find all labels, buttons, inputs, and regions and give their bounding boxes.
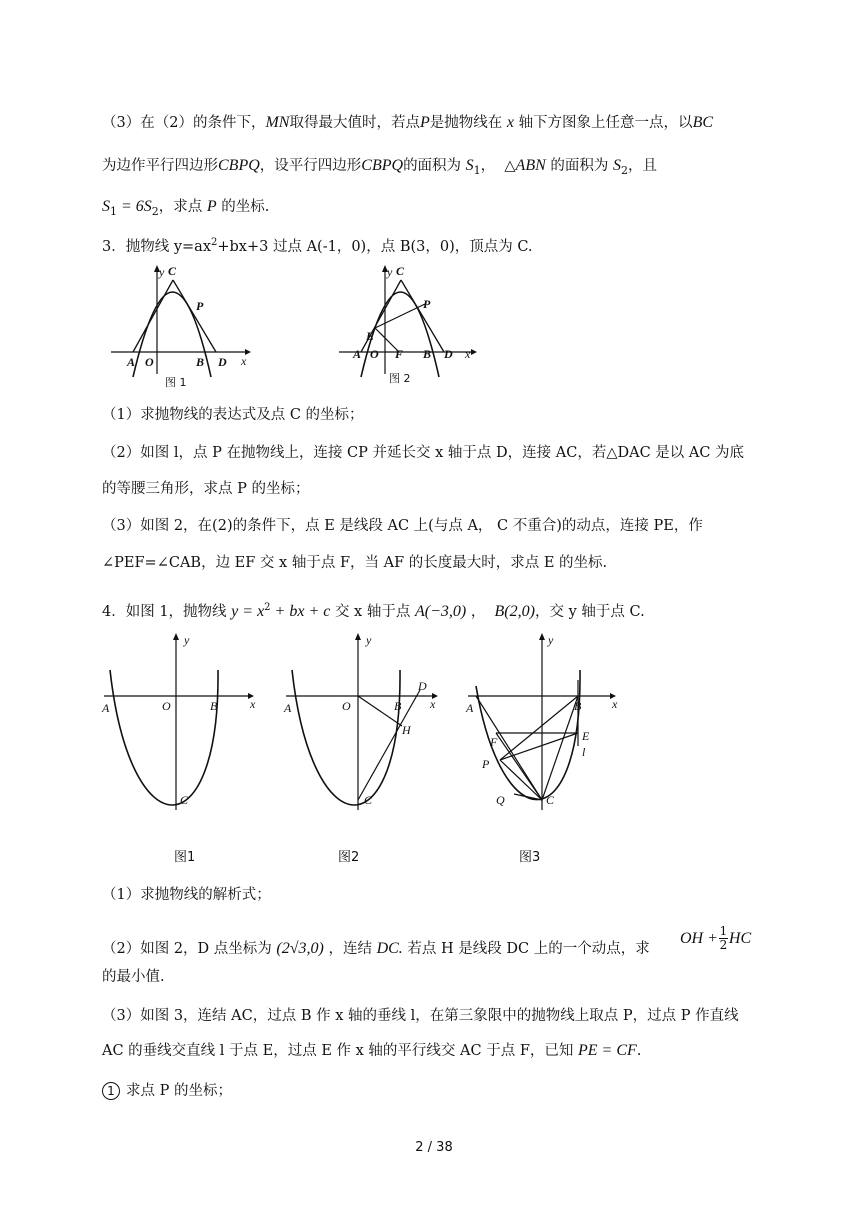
q4-figure-3 — [462, 630, 632, 870]
q3-part2-line1: （2）如图 l，点 P 在抛物线上，连接 CP 并延长交 x 轴于点 D，连接 AC，若△DAC 是以 AC 为底 — [102, 445, 745, 461]
svg-text:x: x — [465, 347, 471, 361]
svg-text:A: A — [127, 355, 136, 369]
svg-text:C: C — [546, 793, 555, 807]
svg-text:D: D — [444, 347, 453, 361]
q3-part3-line1: （3）如图 2，在(2)的条件下，点 E 是线段 AC 上(与点 A， C 不重合)的动点，连接 PE，作 — [102, 518, 703, 534]
q3-figure-2 — [333, 262, 483, 392]
q2-part3-line1: （3）在（2）的条件下，MN取得最大值时，若点P是抛物线在 x 轴下方图象上任意一点，以BC — [102, 114, 714, 131]
svg-text:B: B — [210, 699, 218, 713]
q3-stem: 3．抛物线 $y=ax^2+bx+3$ 过点 A(-1，0)，点 B(3，0)，顶点为 C. — [102, 237, 533, 255]
svg-text:O: O — [342, 699, 351, 713]
q3-part2-line2: 的等腰三角形，求点 P 的坐标； — [102, 481, 310, 497]
svg-text:x: x — [250, 697, 256, 711]
svg-text:y: y — [159, 265, 165, 279]
svg-text:y: y — [366, 633, 372, 647]
svg-text:A: A — [353, 347, 362, 361]
svg-text:P: P — [482, 757, 490, 771]
svg-text:C: C — [364, 793, 373, 807]
q2-part3-line3: $S_1 = 6S_2$，求点 P 的坐标. — [102, 198, 270, 218]
svg-text:O: O — [162, 699, 171, 713]
svg-text:y: y — [387, 265, 393, 279]
svg-text:O: O — [145, 355, 154, 369]
q4-figure-2 — [282, 630, 452, 870]
q3-part3-line2: ∠PEF=∠CAB，边 EF 交 x 轴于点 F，当 AF 的长度最大时，求点 E 的坐标. — [102, 555, 608, 571]
svg-text:y: y — [548, 633, 554, 647]
svg-text:l: l — [582, 745, 586, 759]
svg-text:C: C — [180, 793, 189, 807]
svg-text:图 1: 图 1 — [165, 376, 187, 389]
svg-text:y: y — [184, 633, 190, 647]
svg-text:E: E — [582, 729, 590, 743]
svg-text:H: H — [402, 723, 411, 737]
svg-text:图1: 图1 — [174, 850, 196, 865]
q4-part2-line2: 的最小值. — [102, 969, 165, 985]
svg-text:D: D — [418, 679, 427, 693]
page-number: 2 / 38 — [415, 1140, 453, 1155]
svg-text:图 2: 图 2 — [389, 372, 411, 385]
svg-text:D: D — [218, 355, 227, 369]
q4-part1: （1）求抛物线的解析式； — [102, 887, 271, 903]
circled-number-1: 1 — [102, 1082, 120, 1100]
svg-text:x: x — [430, 697, 436, 711]
q4-part3-sub1: 1 求点 P 的坐标； — [102, 1080, 232, 1102]
svg-text:C: C — [168, 264, 177, 278]
svg-text:F: F — [395, 347, 404, 361]
svg-text:E: E — [366, 329, 375, 343]
svg-text:P: P — [423, 297, 431, 311]
svg-text:P: P — [196, 299, 204, 313]
svg-text:O: O — [370, 347, 379, 361]
svg-text:B: B — [574, 699, 582, 713]
svg-text:C: C — [396, 264, 405, 278]
q4-part3-line2: AC 的垂线交直线 l 于点 E，过点 E 作 x 轴的平行线交 AC 于点 F，已知 PE = CF. — [102, 1042, 642, 1059]
q4-stem: 4．如图 1，抛物线 $y = x^2$ + bx + c 交 x 轴于点 A(−3,0) ， B(2,0)，交 y 轴于点 C. — [102, 602, 645, 620]
svg-text:A: A — [466, 701, 474, 715]
q3-part1: （1）求抛物线的表达式及点 C 的坐标； — [102, 407, 364, 423]
svg-text:A: A — [284, 701, 292, 715]
svg-text:x: x — [612, 697, 618, 711]
q4-expression-oh-hc: OH + $\frac{1}{2}$ HC — [680, 924, 752, 952]
q3-figure-1 — [105, 262, 255, 392]
q4-part3-line1: （3）如图 3，连结 AC，过点 B 作 x 轴的垂线 l，在第三象限中的抛物线上取点 P，过点 P 作直线 — [102, 1008, 739, 1024]
svg-text:图3: 图3 — [519, 850, 541, 865]
svg-text:图2: 图2 — [338, 850, 360, 865]
svg-text:A: A — [102, 701, 110, 715]
svg-text:B: B — [394, 699, 402, 713]
q4-figure-1 — [100, 630, 260, 870]
svg-text:Q: Q — [496, 793, 505, 807]
q2-part3-line2: 为边作平行四边形CBPQ，设平行四边形CBPQ的面积为 $S_1$， △ABN 的面积为 $S_2$，且 — [102, 157, 657, 177]
svg-text:x: x — [241, 354, 247, 368]
q4-part2-line1: （2）如图 2，D 点坐标为 (2√3,0) ，连结 DC. 若点 H 是线段 DC 上的一个动点，求 — [102, 940, 650, 957]
svg-text:B: B — [196, 355, 205, 369]
svg-text:B: B — [423, 347, 432, 361]
svg-text:F: F — [490, 735, 498, 749]
